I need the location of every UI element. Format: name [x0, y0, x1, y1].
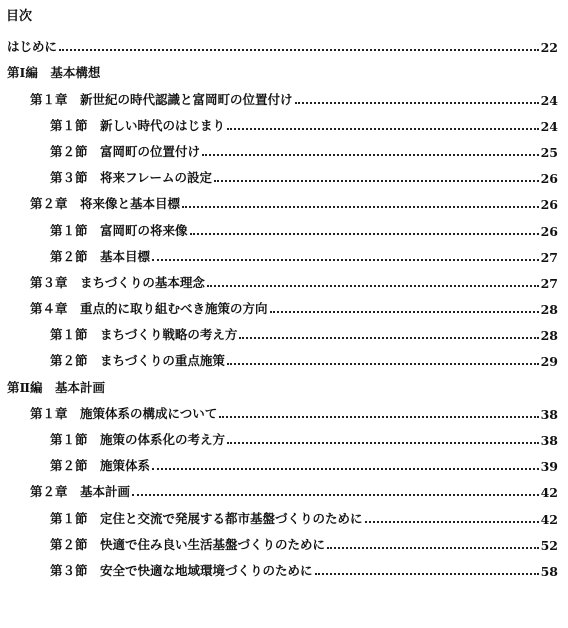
- toc-entry-text: 安全で快適な地域環境づくりのために: [100, 562, 313, 578]
- toc-entry-label: [50, 247, 150, 265]
- toc-entry-page-number: 26: [540, 171, 558, 187]
- toc-entry-text: 富岡町の将来像: [100, 222, 188, 238]
- dot-leader: [207, 285, 539, 287]
- toc-entry-text: はじめに: [7, 39, 58, 55]
- toc-entry-page-number: 26: [540, 223, 558, 239]
- toc-entry-number: 第２節: [50, 143, 101, 159]
- toc-entry-number: 第１節: [50, 510, 101, 526]
- toc-entry-text: 定住と交流で発展する都市基盤づくりのために: [100, 510, 363, 526]
- toc-entry-label: [30, 404, 217, 422]
- dot-leader: [132, 494, 539, 496]
- dot-leader: [239, 337, 538, 339]
- toc-entry-number: 第Ⅱ編: [7, 379, 56, 395]
- toc-entry-page-number: 29: [540, 354, 558, 370]
- toc-entry-label: [7, 37, 57, 55]
- toc-entry[interactable]: [0, 396, 568, 422]
- dot-leader: [270, 311, 539, 313]
- toc-entry-text: 新しい時代のはじまり: [100, 117, 226, 133]
- dot-leader: [227, 128, 539, 130]
- dot-leader: [365, 521, 539, 523]
- toc-entry[interactable]: [0, 448, 568, 474]
- dot-leader: [190, 233, 539, 235]
- toc-entry[interactable]: [0, 29, 568, 55]
- toc-entry[interactable]: [0, 160, 568, 186]
- toc-entry-text: 富岡町の位置付け: [100, 143, 201, 159]
- dot-leader: [227, 442, 539, 444]
- toc-entry-label: [30, 299, 268, 317]
- toc-entry[interactable]: [0, 369, 568, 395]
- toc-entry-text: 施策体系の構成について: [80, 405, 218, 421]
- toc-entry-page-number: 26: [540, 197, 558, 213]
- toc-entry-text: 基本計画: [80, 484, 131, 500]
- toc-entry-label: [50, 168, 212, 186]
- toc-entry[interactable]: [0, 422, 568, 448]
- toc-entry-page-number: 24: [540, 118, 558, 134]
- toc-entry-label: [30, 194, 180, 212]
- dot-leader: [152, 468, 539, 470]
- toc-entry[interactable]: [0, 134, 568, 160]
- toc-entry[interactable]: [0, 343, 568, 369]
- toc-entry[interactable]: [0, 186, 568, 212]
- toc-entry-number: 第２章: [30, 196, 81, 212]
- toc-entry-number: 第１節: [50, 222, 101, 238]
- dot-leader: [59, 49, 539, 51]
- toc-entry-number: 第２節: [50, 353, 101, 369]
- toc-entry[interactable]: [0, 108, 568, 134]
- dot-leader: [202, 154, 539, 156]
- dot-leader: [219, 416, 538, 418]
- toc-entry-label: [50, 561, 313, 579]
- toc-entry-label: [7, 63, 100, 81]
- toc-title: 目次: [6, 9, 33, 24]
- toc-entry-number: 第４章: [30, 301, 81, 317]
- dot-leader: [227, 363, 539, 365]
- toc-entry-text: まちづくり戦略の考え方: [100, 327, 238, 343]
- toc-entry-label: [50, 116, 225, 134]
- toc-entry-label: [50, 221, 188, 239]
- toc-entry-number: 第２節: [50, 536, 101, 552]
- toc-entry-label: [50, 509, 363, 527]
- toc-entry[interactable]: [0, 527, 568, 553]
- toc-entry-number: 第２章: [30, 484, 81, 500]
- toc-entry-number: 第３節: [50, 562, 101, 578]
- toc-entry-text: 基本計画: [55, 379, 106, 395]
- toc-entry-number: 第１節: [50, 432, 101, 447]
- toc-entry-label: [50, 351, 225, 369]
- toc-entry-text: 施策体系: [100, 458, 151, 474]
- toc-entry-number: 第１節: [50, 117, 101, 133]
- toc-entry-text: 施策の体系化の考え方: [100, 432, 226, 447]
- toc-entry-label: [50, 325, 237, 343]
- dot-leader: [214, 180, 539, 182]
- toc-entry[interactable]: [0, 212, 568, 238]
- toc-entry-page-number: 38: [540, 433, 558, 448]
- toc-entry-page-number: 28: [540, 302, 558, 318]
- toc-entry-text: 将来像と基本目標: [80, 196, 181, 212]
- toc-entry[interactable]: [0, 265, 568, 291]
- toc-entry-number: 第１章: [30, 405, 81, 421]
- toc-entry-label: [50, 142, 200, 160]
- toc-entry-number: 第Ⅰ編: [7, 65, 51, 81]
- toc-entry[interactable]: [0, 291, 568, 317]
- dot-leader: [152, 259, 539, 261]
- toc-entry-number: 第２節: [50, 458, 101, 474]
- toc-entry[interactable]: [0, 474, 568, 500]
- toc-entry-number: 第３節: [50, 170, 101, 186]
- toc-entry-page-number: 28: [540, 328, 558, 344]
- toc-entry-number: 第１章: [30, 91, 81, 107]
- toc-entry-text: 重点的に取り組むべき施策の方向: [80, 301, 268, 317]
- toc-entry-label: [50, 456, 150, 474]
- toc-entry-text: まちづくりの基本理念: [80, 274, 205, 290]
- toc-entry-page-number: 42: [540, 485, 558, 501]
- toc-entry-page-number: 27: [540, 249, 558, 265]
- toc-entry-page-number: 39: [540, 459, 558, 475]
- toc-entry-label: [50, 430, 225, 448]
- dot-leader: [295, 102, 539, 104]
- toc-entry-page-number: 58: [540, 563, 558, 579]
- toc-entry[interactable]: [0, 317, 568, 343]
- toc-entry-label: [30, 90, 293, 108]
- toc-entry[interactable]: [0, 500, 568, 526]
- toc-entry[interactable]: [0, 553, 568, 579]
- toc-entry-text: 基本構想: [50, 65, 101, 81]
- toc-entry-number: 第１節: [50, 327, 101, 343]
- toc-entry-text: 将来フレームの設定: [100, 170, 213, 186]
- toc-entry-label: [30, 482, 130, 500]
- toc-entry-label: [50, 535, 325, 553]
- toc-entry-page-number: 42: [540, 511, 558, 527]
- toc-entry-number: 第２節: [50, 248, 101, 264]
- toc-entry-page-number: 22: [540, 40, 558, 56]
- toc-entry[interactable]: [0, 81, 568, 107]
- dot-leader: [327, 547, 539, 549]
- toc-entry-page-number: 38: [540, 406, 558, 422]
- toc-entry-text: 基本目標: [100, 248, 151, 264]
- toc-entry-page-number: 52: [540, 537, 558, 553]
- toc-entry-text: 新世紀の時代認識と富岡町の位置付け: [80, 91, 293, 107]
- toc-entry-text: 快適で住み良い生活基盤づくりのために: [100, 536, 326, 552]
- toc-entry-page-number: 27: [540, 275, 558, 291]
- toc-list: [0, 29, 568, 579]
- dot-leader: [182, 206, 539, 208]
- toc-entry-page-number: 25: [540, 144, 558, 160]
- toc-entry-label: [30, 273, 205, 291]
- toc-entry[interactable]: [0, 55, 568, 81]
- toc-entry[interactable]: [0, 239, 568, 265]
- dot-leader: [315, 573, 539, 575]
- toc-entry-number: 第３章: [30, 274, 81, 290]
- toc-entry-page-number: 24: [540, 92, 558, 108]
- toc-entry-text: まちづくりの重点施策: [100, 353, 225, 369]
- toc-entry-label: [7, 378, 105, 396]
